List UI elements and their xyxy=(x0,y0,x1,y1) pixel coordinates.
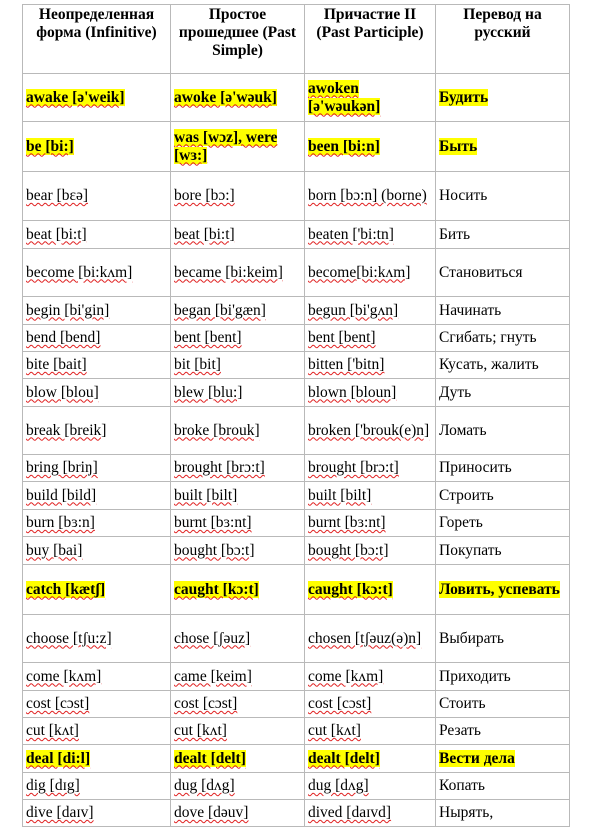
header-past-participle: Причастие II (Past Participle) xyxy=(305,5,436,74)
cell-past-simple xyxy=(171,172,305,221)
cell-past-simple xyxy=(171,407,305,455)
cell-translation xyxy=(436,455,570,482)
cell-past-participle-text: dug [dʌg] xyxy=(308,777,369,794)
cell-past-simple xyxy=(171,455,305,482)
cell-past-participle-text: dived [daɪvd] xyxy=(308,804,392,821)
cell-infinitive xyxy=(23,691,171,718)
cell-translation-text: Носить xyxy=(439,187,488,204)
cell-infinitive-text: bear [bɛə] xyxy=(26,187,89,204)
cell-translation-text: Вести дела xyxy=(439,749,515,767)
cell-past-participle xyxy=(305,122,436,172)
cell-past-participle xyxy=(305,325,436,352)
table-row xyxy=(23,249,570,297)
cell-translation xyxy=(436,482,570,510)
cell-infinitive xyxy=(23,537,171,565)
cell-past-simple xyxy=(171,249,305,297)
cell-translation-text: Резать xyxy=(439,722,481,739)
cell-past-simple-text: awoke [ə'wəuk] xyxy=(174,88,277,106)
cell-infinitive-text: be [bi:] xyxy=(26,137,74,155)
cell-translation-text: Кусать, жалить xyxy=(439,356,539,373)
table-row xyxy=(23,221,570,249)
cell-infinitive xyxy=(23,407,171,455)
cell-infinitive xyxy=(23,352,171,379)
cell-past-simple-text: cut [kʌt] xyxy=(174,722,227,739)
table-row xyxy=(23,691,570,718)
cell-infinitive xyxy=(23,615,171,663)
cell-translation xyxy=(436,325,570,352)
table-row xyxy=(23,718,570,745)
cell-infinitive xyxy=(23,172,171,221)
irregular-verbs-table xyxy=(22,4,570,827)
cell-infinitive xyxy=(23,455,171,482)
cell-translation xyxy=(436,122,570,172)
cell-past-participle xyxy=(305,407,436,455)
cell-past-simple xyxy=(171,122,305,172)
table-row xyxy=(23,352,570,379)
cell-infinitive-text: dive [daɪv] xyxy=(26,804,94,821)
cell-infinitive-text: deal [di:l] xyxy=(26,749,91,767)
table-body xyxy=(23,74,570,827)
cell-translation xyxy=(436,615,570,663)
cell-past-participle xyxy=(305,297,436,325)
cell-infinitive-text: burn [bɜ:n] xyxy=(26,514,95,531)
cell-infinitive-text: build [bild] xyxy=(26,486,97,504)
cell-infinitive xyxy=(23,773,171,800)
cell-past-simple-text: became [bi:keim] xyxy=(174,263,283,281)
cell-infinitive xyxy=(23,510,171,537)
cell-translation xyxy=(436,718,570,745)
cell-infinitive xyxy=(23,800,171,827)
cell-infinitive xyxy=(23,221,171,249)
cell-past-participle-text: chosen [tʃəuz(ə)n] xyxy=(308,629,422,647)
cell-past-participle-text: cost [cɔst] xyxy=(308,695,372,712)
table-row xyxy=(23,74,570,122)
cell-infinitive-text: bite [bait] xyxy=(26,356,87,373)
cell-translation-text: Копать xyxy=(439,777,485,794)
cell-translation xyxy=(436,773,570,800)
cell-translation xyxy=(436,537,570,565)
table-row xyxy=(23,297,570,325)
cell-translation xyxy=(436,510,570,537)
cell-translation xyxy=(436,172,570,221)
cell-past-simple-text: bent [bent] xyxy=(174,329,242,346)
cell-translation xyxy=(436,800,570,827)
cell-translation-text: Будить xyxy=(439,88,489,106)
table-row xyxy=(23,455,570,482)
table-row xyxy=(23,537,570,565)
cell-past-participle xyxy=(305,74,436,122)
cell-past-participle-text: bent [bent] xyxy=(308,329,376,346)
cell-infinitive-text: awake [ə'weik] xyxy=(26,88,125,106)
cell-past-participle-text: been [bi:n] xyxy=(308,137,380,155)
cell-infinitive xyxy=(23,745,171,773)
cell-past-participle xyxy=(305,773,436,800)
cell-infinitive-text: choose [tʃu:z] xyxy=(26,629,112,647)
cell-translation xyxy=(436,74,570,122)
cell-translation xyxy=(436,663,570,691)
cell-past-participle-text: become[bi:kʌm] xyxy=(308,263,411,281)
cell-past-simple-text: began [bi'gæn] xyxy=(174,301,266,319)
cell-past-participle xyxy=(305,663,436,691)
cell-past-simple xyxy=(171,297,305,325)
cell-past-simple xyxy=(171,325,305,352)
cell-past-participle xyxy=(305,249,436,297)
cell-past-participle-text: broken ['brouk(e)n] xyxy=(308,421,430,439)
cell-translation-text: Покупать xyxy=(439,541,502,559)
cell-translation-text: Строить xyxy=(439,486,494,504)
header-past-simple: Простое прошедшее (Past Simple) xyxy=(171,5,305,74)
cell-infinitive-text: buy [bai] xyxy=(26,541,83,559)
cell-translation-text: Становиться xyxy=(439,263,523,281)
cell-past-simple xyxy=(171,800,305,827)
cell-infinitive xyxy=(23,297,171,325)
cell-translation-text: Сгибать; гнуть xyxy=(439,329,537,346)
cell-translation-text: Начинать xyxy=(439,301,502,319)
cell-past-participle-text: bought [bɔ:t] xyxy=(308,541,389,559)
cell-past-participle xyxy=(305,172,436,221)
header-translation: Перевод на русский xyxy=(436,5,570,74)
cell-past-simple xyxy=(171,537,305,565)
cell-past-participle-text: built [bilt] xyxy=(308,486,372,504)
cell-past-simple-text: brought [brɔ:t] xyxy=(174,459,265,476)
cell-past-simple-text: caught [kɔ:t] xyxy=(174,580,259,598)
cell-infinitive-text: come [kʌm] xyxy=(26,667,102,685)
cell-translation xyxy=(436,565,570,615)
cell-translation-text: Нырять, xyxy=(439,804,494,821)
table-row xyxy=(23,122,570,172)
cell-past-simple-text: bought [bɔ:t] xyxy=(174,541,255,559)
cell-past-simple xyxy=(171,482,305,510)
cell-infinitive xyxy=(23,122,171,172)
cell-infinitive-text: break [breik] xyxy=(26,421,107,439)
header-infinitive: Неопределенная форма (Infinitive) xyxy=(23,5,171,74)
cell-past-simple xyxy=(171,565,305,615)
cell-past-participle xyxy=(305,379,436,407)
cell-infinitive xyxy=(23,565,171,615)
cell-translation xyxy=(436,249,570,297)
cell-past-simple-text: was [wɔz], were [wɜ:] xyxy=(174,128,278,164)
cell-past-simple-text: broke [brouk] xyxy=(174,421,260,439)
cell-translation xyxy=(436,297,570,325)
cell-past-simple-text: dug [dʌg] xyxy=(174,777,235,794)
cell-past-participle xyxy=(305,352,436,379)
cell-past-simple xyxy=(171,379,305,407)
cell-past-simple-text: bore [bɔ:] xyxy=(174,187,235,204)
cell-past-participle xyxy=(305,565,436,615)
cell-infinitive-text: begin [bi'gin] xyxy=(26,301,110,319)
cell-past-simple-text: came [keim] xyxy=(174,667,252,685)
cell-past-participle-text: beaten ['bi:tn] xyxy=(308,225,394,243)
cell-infinitive xyxy=(23,249,171,297)
table-row xyxy=(23,482,570,510)
cell-infinitive xyxy=(23,663,171,691)
cell-infinitive xyxy=(23,74,171,122)
table-row xyxy=(23,773,570,800)
table-row xyxy=(23,325,570,352)
cell-past-simple xyxy=(171,691,305,718)
cell-past-participle-text: cut [kʌt] xyxy=(308,722,361,739)
cell-past-simple xyxy=(171,74,305,122)
cell-translation-text: Быть xyxy=(439,137,478,155)
cell-past-participle xyxy=(305,615,436,663)
cell-infinitive-text: cut [kʌt] xyxy=(26,722,79,739)
cell-past-participle-text: begun [bi'gʌn] xyxy=(308,301,399,319)
table-row xyxy=(23,172,570,221)
cell-past-simple-text: cost [cɔst] xyxy=(174,695,238,712)
cell-infinitive-text: blow [blou] xyxy=(26,383,99,401)
cell-translation xyxy=(436,691,570,718)
table-row xyxy=(23,663,570,691)
table-row xyxy=(23,510,570,537)
table-row xyxy=(23,615,570,663)
cell-infinitive-text: dig [dɪg] xyxy=(26,777,80,794)
cell-infinitive-text: beat [bi:t] xyxy=(26,225,87,243)
cell-infinitive-text: bend [bend] xyxy=(26,329,101,346)
cell-translation xyxy=(436,407,570,455)
cell-past-participle xyxy=(305,718,436,745)
cell-past-participle-text: blown [bloun] xyxy=(308,383,397,401)
cell-translation xyxy=(436,221,570,249)
cell-past-simple-text: bit [bit] xyxy=(174,356,221,373)
cell-past-simple-text: burnt [bɜ:nt] xyxy=(174,514,252,531)
cell-past-participle xyxy=(305,482,436,510)
cell-past-simple-text: built [bilt] xyxy=(174,486,238,504)
cell-translation xyxy=(436,352,570,379)
cell-past-simple-text: dealt [delt] xyxy=(174,749,246,767)
cell-past-simple xyxy=(171,718,305,745)
cell-past-simple xyxy=(171,510,305,537)
cell-past-participle-text: born [bɔ:n] (borne) xyxy=(308,187,427,204)
cell-past-participle xyxy=(305,800,436,827)
cell-infinitive xyxy=(23,482,171,510)
table-row xyxy=(23,745,570,773)
cell-past-simple-text: beat [bi:t] xyxy=(174,225,235,243)
cell-translation-text: Приносить xyxy=(439,459,512,476)
cell-translation xyxy=(436,379,570,407)
cell-past-simple-text: blew [blu:] xyxy=(174,383,243,401)
cell-past-participle-text: awoken [ə'wəukən] xyxy=(308,79,381,115)
cell-past-participle xyxy=(305,455,436,482)
cell-past-simple xyxy=(171,663,305,691)
cell-past-participle-text: dealt [delt] xyxy=(308,749,380,767)
cell-past-simple-text: dove [dəuv] xyxy=(174,804,249,821)
cell-past-simple xyxy=(171,221,305,249)
cell-past-simple xyxy=(171,352,305,379)
cell-past-participle xyxy=(305,537,436,565)
cell-translation-text: Стоить xyxy=(439,695,486,712)
cell-past-simple xyxy=(171,615,305,663)
cell-past-simple-text: chose [ʃəuz] xyxy=(174,629,251,647)
table-row xyxy=(23,800,570,827)
cell-translation-text: Ломать xyxy=(439,421,487,439)
cell-infinitive xyxy=(23,379,171,407)
table-row xyxy=(23,565,570,615)
cell-translation-text: Бить xyxy=(439,225,471,243)
cell-past-participle xyxy=(305,221,436,249)
table-header-row xyxy=(23,5,570,74)
cell-past-participle-text: bitten ['bitn] xyxy=(308,356,385,373)
cell-past-simple xyxy=(171,773,305,800)
cell-translation-text: Приходить xyxy=(439,667,511,685)
cell-past-participle xyxy=(305,691,436,718)
cell-infinitive-text: catch [kætʃ] xyxy=(26,580,106,598)
cell-infinitive-text: cost [cɔst] xyxy=(26,695,90,712)
cell-past-participle-text: caught [kɔ:t] xyxy=(308,580,393,598)
cell-past-participle xyxy=(305,745,436,773)
cell-translation-text: Ловить, успевать xyxy=(439,580,560,598)
table-row xyxy=(23,379,570,407)
cell-translation-text: Гореть xyxy=(439,514,483,531)
cell-infinitive-text: become [bi:kʌm] xyxy=(26,263,133,281)
cell-past-simple xyxy=(171,745,305,773)
cell-past-participle-text: brought [brɔ:t] xyxy=(308,459,399,476)
cell-translation-text: Выбирать xyxy=(439,629,505,647)
cell-infinitive xyxy=(23,325,171,352)
cell-infinitive-text: bring [briŋ] xyxy=(26,459,98,476)
table-row xyxy=(23,407,570,455)
cell-infinitive xyxy=(23,718,171,745)
cell-translation xyxy=(436,745,570,773)
cell-translation-text: Дуть xyxy=(439,383,472,401)
cell-past-participle-text: come [kʌm] xyxy=(308,667,384,685)
cell-past-participle xyxy=(305,510,436,537)
cell-past-participle-text: burnt [bɜ:nt] xyxy=(308,514,386,531)
